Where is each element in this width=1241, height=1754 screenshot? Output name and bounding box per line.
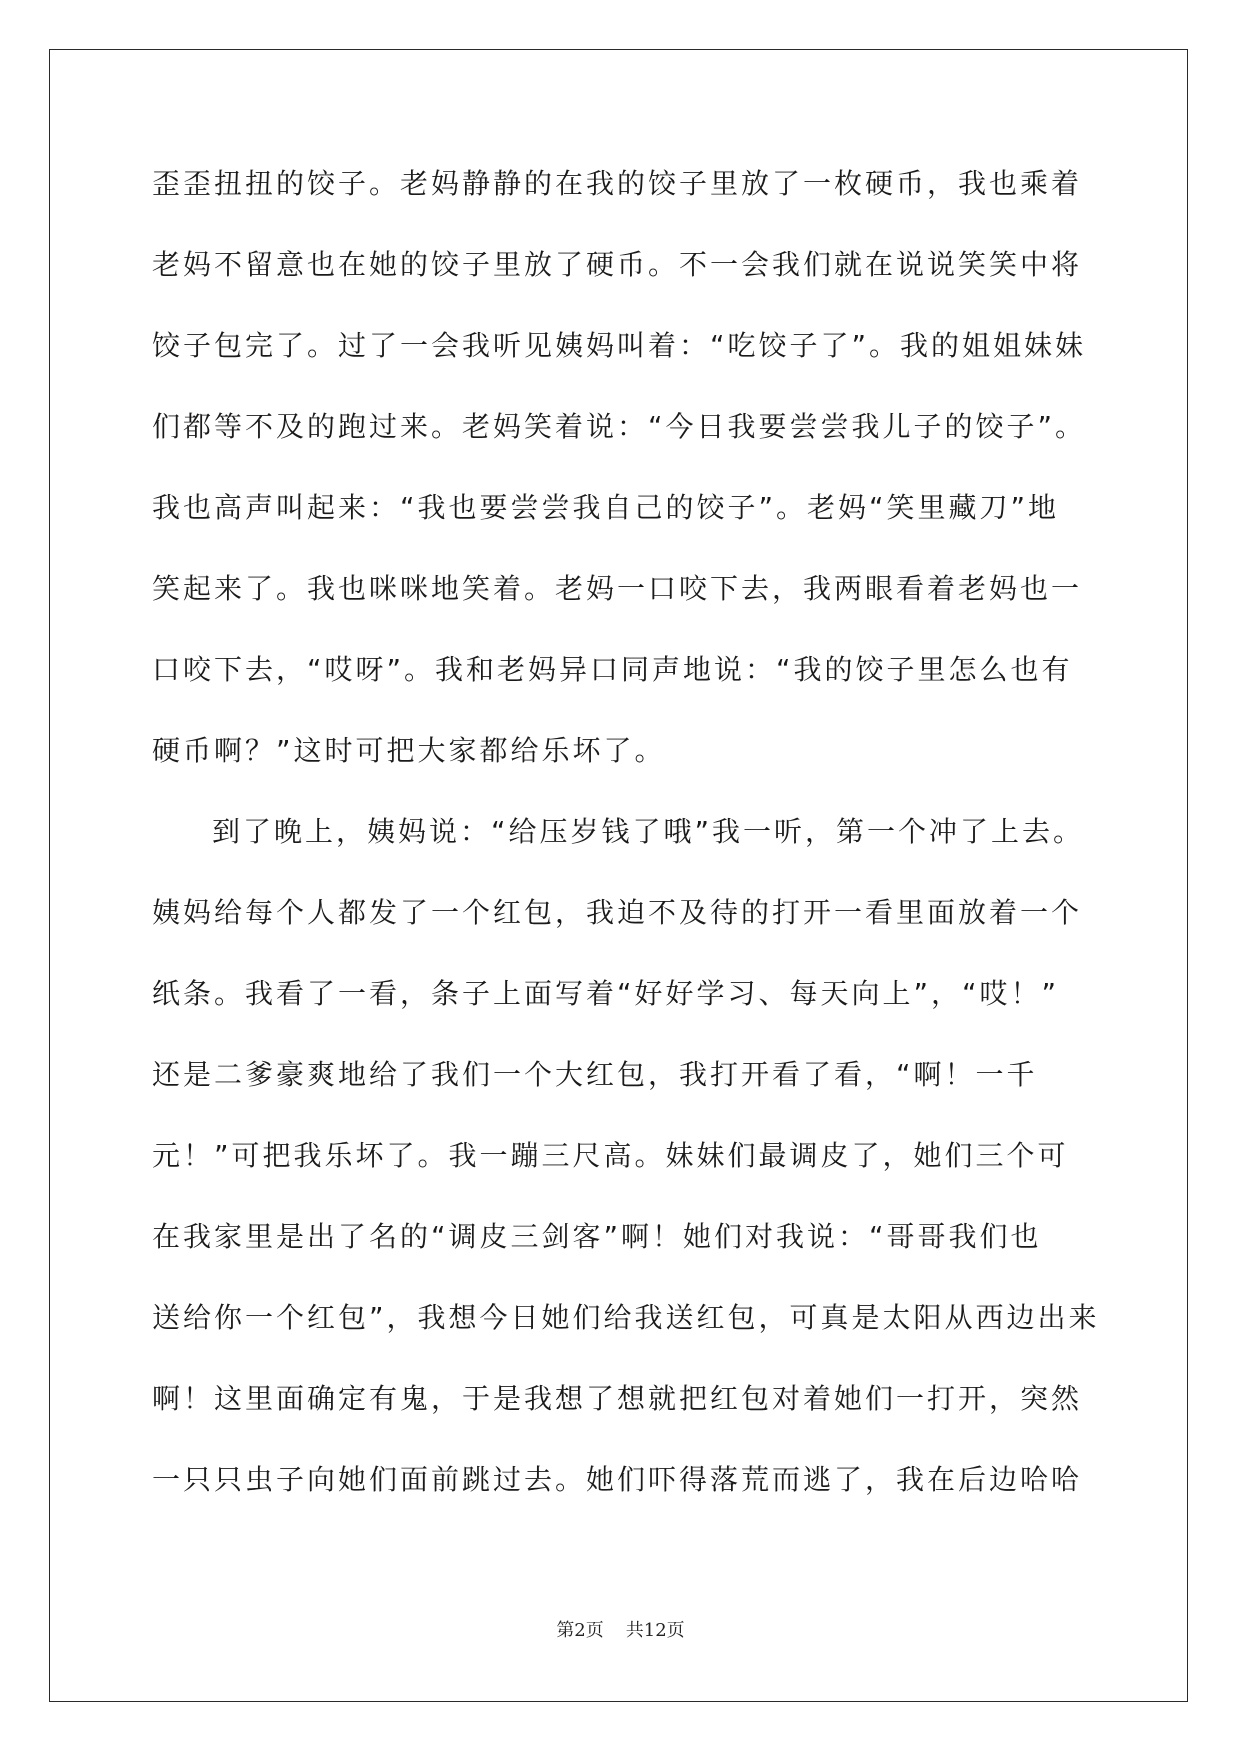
text-line: 硬币啊？”这时可把大家都给乐坏了。 [152,734,666,767]
text-line: 们都等不及的跑过来。老妈笑着说：“今日我要尝尝我儿子的饺子”。 [152,410,1087,443]
text-line: 口咬下去，“哎呀”。我和老妈异口同声地说：“我的饺子里怎么也有 [152,653,1073,686]
page-total: 共12页 [625,1620,685,1641]
text-line: 在我家里是出了名的“调皮三剑客”啊！她们对我说：“哥哥我们也 [152,1220,1042,1253]
page-number: 第2页 [556,1620,604,1641]
text-line: 纸条。我看了一看，条子上面写着“好好学习、每天向上”，“哎！” [152,977,1060,1010]
text-line: 笑起来了。我也咪咪地笑着。老妈一口咬下去，我两眼看着老妈也一 [152,572,1083,605]
text-line: 姨妈给每个人都发了一个红包，我迫不及待的打开一看里面放着一个 [152,896,1083,929]
text-line: 歪歪扭扭的饺子。老妈静静的在我的饺子里放了一枚硬币，我也乘着 [152,167,1083,200]
text-line: 送给你一个红包”，我想今日她们给我送红包，可真是太阳从西边出来 [152,1301,1100,1334]
text-line: 饺子包完了。过了一会我听见姨妈叫着：“吃饺子了”。我的姐姐妹妹 [152,329,1087,362]
text-line: 还是二爹豪爽地给了我们一个大红包，我打开看了看，“啊！一千 [152,1058,1038,1091]
text-line: 老妈不留意也在她的饺子里放了硬币。不一会我们就在说说笑笑中将 [152,248,1083,281]
text-line: 我也高声叫起来：“我也要尝尝我自己的饺子”。老妈“笑里藏刀”地 [152,491,1060,524]
paragraph-start-line: 到了晚上，姨妈说：“给压岁钱了哦”我一听，第一个冲了上去。 [212,815,1085,848]
text-line: 元！”可把我乐坏了。我一蹦三尺高。妹妹们最调皮了，她们三个可 [152,1139,1069,1172]
document-body [152,160,1100,1537]
text-line: 啊！这里面确定有鬼，于是我想了想就把红包对着她们一打开，突然 [152,1382,1083,1415]
page-footer [0,1616,1241,1642]
text-line: 一只只虫子向她们面前跳过去。她们吓得落荒而逃了，我在后边哈哈 [152,1463,1083,1496]
